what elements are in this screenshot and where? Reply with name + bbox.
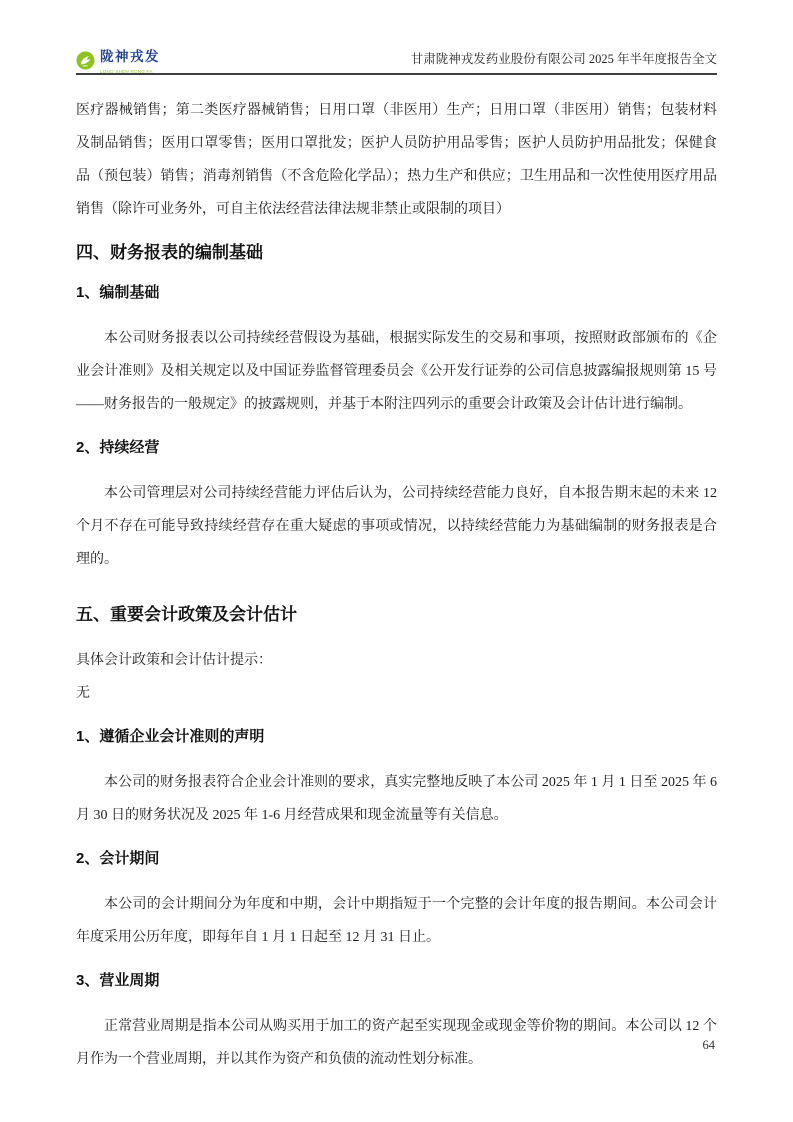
paragraph-4-2-going-concern: 本公司管理层对公司持续经营能力评估后认为，公司持续经营能力良好，自本报告期末起的未来 12 个月不存在可能导致持续经营存在重大疑虑的事项或情况，以持续经营能力为基础编制的财务报表是合理的。 <box>76 485 717 567</box>
brand-name-cn: 陇神戎发 <box>100 49 160 64</box>
paragraph-5-1-compliance-statement: 本公司的财务报表符合企业会计准则的要求，真实完整地反映了本公司 2025 年 1 月 1 日至 2025 年 6 月 30 日的财务状况及 2025 年 1-6 月经营成果和现金流量等有关信息。 <box>76 774 717 823</box>
subheading-4-2-going-concern: 2、持续经营 <box>76 438 160 456</box>
brand-text <box>100 49 217 75</box>
company-logo <box>76 49 217 75</box>
section-heading-5-accounting-policies: 五、重要会计政策及会计估计 <box>76 604 297 624</box>
paragraph-5-note-value: 无 <box>76 685 90 701</box>
document-body <box>76 76 717 1076</box>
paragraph-5-2-accounting-period: 本公司的会计期间分为年度和中期，会计中期指短于一个完整的会计年度的报告期间。本公司会计年度采用公历年度，即每年自 1 月 1 日起至 12 月 31 日止。 <box>76 896 717 945</box>
paragraph-5-3-operating-cycle: 正常营业周期是指本公司从购买用于加工的资产起至实现现金或现金等价物的期间。本公司以 12 个月作为一个营业周期，并以其作为资产和负债的流动性划分标准。 <box>76 1018 717 1067</box>
page-header <box>76 0 717 75</box>
page-number: 64 <box>702 1038 715 1052</box>
subheading-5-3-operating-cycle: 3、营业周期 <box>76 971 160 989</box>
report-header-title: 甘肃陇神戎发药业股份有限公司 2025 年半年度报告全文 <box>410 52 717 66</box>
section-heading-4-basis-of-preparation: 四、财务报表的编制基础 <box>76 242 263 262</box>
subheading-5-2-accounting-period: 2、会计期间 <box>76 849 160 867</box>
paragraph-5-note-label: 具体会计政策和会计估计提示： <box>76 652 272 668</box>
paragraph-business-scope-continued: 医疗器械销售；第二类医疗器械销售；日用口罩（非医用）生产；日用口罩（非医用）销售；包装材料及制品销售；医用口罩零售；医用口罩批发；医护人员防护用品零售；医护人员防护用品批发；保健食品（预包装）销售；消毒剂销售（不含危险化学品）；热力生产和供应；卫生用品和一次性使用医疗用品销售（除许可业务外，可自主依法经营法律法规非禁止或限制的项目） <box>76 102 717 217</box>
paragraph-4-1-preparation-basis: 本公司财务报表以公司持续经营假设为基础，根据实际发生的交易和事项，按照财政部颁布的《企业会计准则》及相关规定以及中国证券监督管理委员会《公开发行证券的公司信息披露编报规则第 15 号——财务报告的一般规定》的披露规则，并基于本附注四列示的重要会计政策及会计估计进行编制。 <box>76 330 717 412</box>
subheading-5-1-compliance-statement: 1、遵循企业会计准则的声明 <box>76 727 265 745</box>
subheading-4-1-preparation-basis: 1、编制基础 <box>76 283 160 301</box>
brand-name-en: LONG SHEN RONG FA <box>100 69 153 75</box>
company-logo-icon <box>76 51 95 70</box>
